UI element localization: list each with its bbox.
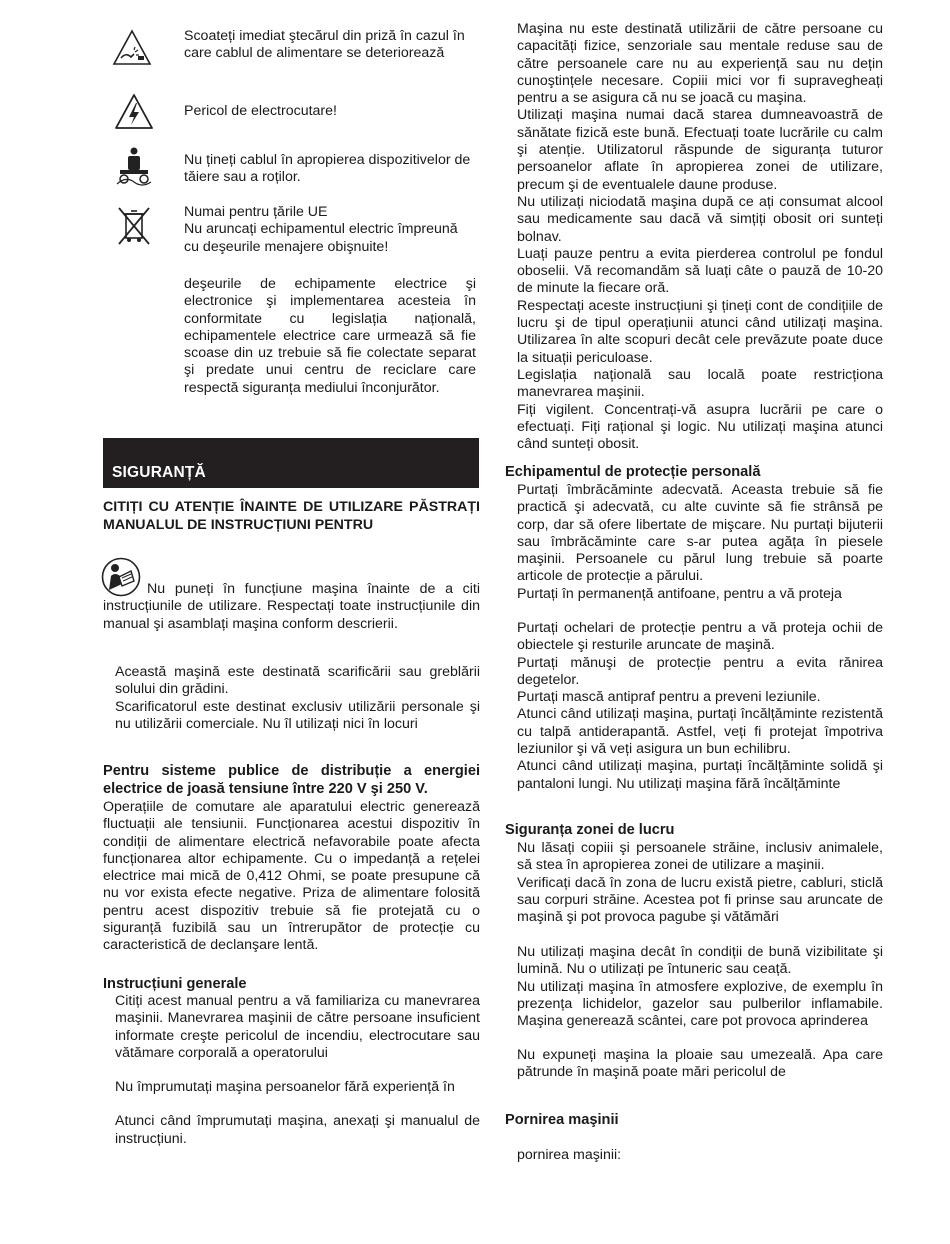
ppe-item: Atunci când utilizați maşina, purtați încălțăminte solidă şi pantaloni lungi. Nu utilizați maşina fără încălțăminte <box>517 758 883 792</box>
section-header-safety <box>103 438 479 488</box>
section-title: SIGURANȚĂ <box>112 464 206 481</box>
usage-rule: Maşina nu este destinată utilizării de către persoane cu capacități fizice, senzoriale sau mentale reduse sau de către persoanele care nu au experiență sau nu dețin cunoştințele necesare. Copiii mici vor fi supravegheați pentru a se asigura că nu se joacă cu maşina. <box>517 21 883 107</box>
startup-heading: Pornirea maşinii <box>505 1112 619 1128</box>
ppe-item: Purtați ochelari de protecție pentru a vă proteja ochii de obiectele şi resturile aruncate de maşină. <box>517 620 883 654</box>
usage-rule: Legislația națională sau locală poate restricționa manevrarea maşinii. <box>517 366 883 401</box>
symbol-text-keep-cable-away: Nu țineți cablul în apropierea dispozitivelor de tăiere sau a roților. <box>184 152 471 186</box>
usage-rule: Luați pauze pentru a evita pierderea controlul pe fondul oboselii. Vă recomandăm să luați câte o pauză de 10-20 de minute la fiecare oră. <box>517 245 883 297</box>
general-item: Atunci când împrumutați maşina, anexați şi manualul de instrucțiuni. <box>115 1113 480 1147</box>
ppe-item: Atunci când utilizați maşina, purtați încălțăminte rezistentă cu talpă antiderapantă. Astfel, veți fi protejat împotriva leziunilor şi vă veți asigura un bun echilibru. <box>517 706 883 758</box>
electric-hazard-icon <box>114 92 154 132</box>
intended-use-item: Scarificatorul este destinat exclusiv utilizării personale şi nu utilizării comerciale. Nu îl utilizați nici în locuri <box>115 698 480 732</box>
workarea-list-1 <box>517 840 883 926</box>
workarea-item: Nu utilizați maşina decât în condiții de bună vizibilitate şi lumină. Nu o utilizați pe întuneric sau ceață. <box>517 944 883 978</box>
general-heading: Instrucțiuni generale <box>103 976 247 992</box>
workarea-list-2 <box>517 944 883 1030</box>
usage-rule: Nu utilizați niciodată maşina după ce ați consumat alcool sau medicamente sau dacă vă simțiți obosit ori sunteți bolnav. <box>517 193 883 245</box>
weee-paragraph: deşeurile de echipamente electrice şi electronice şi implementarea acesteia în conformitate cu legislația națională, echipamentele electrice care urmează să fie scoase din uz trebuie să fie colectate separat şi predate unui centru de reciclare care respectă siguranța mediului înconjurător. <box>184 276 476 396</box>
ppe-item: Purtați mănuşi de protecție pentru a evita rănirea degetelor. <box>517 654 883 688</box>
ppe-heading: Echipamentul de protecție personală <box>505 464 761 480</box>
usage-rule: Respectați aceste instrucțiuni şi țineți cont de condițiile de lucru şi de tipul operațiunii atunci când utilizați maşina. Utilizarea în alte scopuri decât cele prevăzute poate duce la situații periculoase. <box>517 297 883 366</box>
ppe-list-2 <box>517 620 883 793</box>
workarea-list-3 <box>517 1047 883 1082</box>
workarea-item: Nu utilizați maşina în atmosfere explozive, de exemplu în prezența lichidelor, gazelor sau pulberilor inflamabile. Maşina generează scântei, care pot provoca aprinderea <box>517 978 883 1030</box>
caps-notice: CITIȚI CU ATENȚIE ÎNAINTE DE UTILIZARE PĂSTRAȚI MANUALUL DE INSTRUCȚIUNI PENTRU <box>103 499 480 533</box>
symbol-text-weee: Numai pentru țările UE Nu aruncați echipamentul electric împreună cu deşeurile menajere obişnuite! <box>184 204 458 255</box>
workarea-item: Verificați dacă în zona de lucru există pietre, cabluri, sticlă sau corpuri străine. Acestea pot fi prinse sau aruncate de maşină şi pot provoca pagube şi vătămări <box>517 874 883 926</box>
ppe-item: Purtați în permanență antifoane, pentru a vă proteja <box>517 585 842 602</box>
workarea-item: Nu expuneți maşina la ploaie sau umezeală. Apa care pătrunde în maşină poate mări pericolul de <box>517 1047 883 1081</box>
usage-rules-list <box>517 21 883 453</box>
startup-text: pornirea maşinii: <box>517 1147 622 1163</box>
workarea-heading: Siguranța zonei de lucru <box>505 822 675 838</box>
general-item: Citiți acest manual pentru a vă familiariza cu manevrarea maşinii. Manevrarea maşinii de către persoane insuficient informate creşte pericolul de incendiu, electrocutare sau vătămare corporală a operatorului <box>115 993 480 1061</box>
weee-bin-icon <box>114 206 154 246</box>
symbol-text-damaged-cable: Scoateți imediat ştecărul din priză în cazul în care cablul de alimentare se deteriorează <box>184 28 465 62</box>
usage-rule: Fiți vigilent. Concentrați-vă asupra lucrării pe care o efectuați. Fiți rațional şi logic. Nu utilizați maşina atunci când sunteți obosit. <box>517 401 883 453</box>
workarea-item: Nu lăsați copiii şi persoanele străine, inclusiv animalele, să stea în apropierea zonei de utilizare a maşinii. <box>517 840 883 874</box>
ppe-list-1 <box>517 482 883 603</box>
ppe-item: Purtați mască antipraf pentru a preveni leziunile. <box>517 689 821 706</box>
manual-note: Nu puneți în funcțiune maşina înainte de a citi instrucțiunile de utilizare. Respectați toate instrucțiunile din manual şi asamblați maşina conform descrierii. <box>103 581 480 632</box>
ppe-item: Purtați îmbrăcăminte adecvată. Aceasta trebuie să fie practică şi adecvată, cu alte cuvinte să fie strânsă pe corp, dar să ofere libertate de mişcare. Nu purtați bijuterii sau îmbrăcăminte care s-ar putea agăța în piesele maşinii. Persoanele cu părul lung trebuie să poarte articole de protecție a părului. <box>517 482 883 585</box>
intended-use-item: Această maşină este destinată scarificării sau greblării solului din grădini. <box>115 664 480 698</box>
symbol-text-electric-hazard: Pericol de electrocutare! <box>184 103 337 119</box>
intended-use-list <box>115 664 480 733</box>
keep-cable-away-icon <box>114 146 154 186</box>
general-list <box>115 993 480 1148</box>
grid-heading: Pentru sisteme publice de distribuție a energiei electrice de joasă tensiune între 220 V şi 250 V. <box>103 763 480 797</box>
general-item: Nu împrumutați maşina persoanelor fără experiență în <box>115 1079 455 1096</box>
damaged-cable-icon <box>112 28 152 68</box>
usage-rule: Utilizați maşina numai dacă starea dumneavoastră de sănătate fizică este bună. Efectuați toate lucrările cu calm şi atenție. Utilizatorul răspunde de siguranța tuturor persoanelor aflate în apropierea zonei de utilizare, precum şi de eventualele daune produse. <box>517 107 883 193</box>
grid-text: Operațiile de comutare ale aparatului electric generează fluctuații ale tensiunii. Funcționarea acestui dispozitiv în condiții de alimentare electrică nefavorabile poate afecta funcționarea altor echipamente. Cu o impedanță a rețelei electrice mai mică de 0,412 Ohmi, se poate presupune că nu vor exista efecte negative. Priza de alimentare folosită pentru acest dispozitiv trebuie să fie protejată cu o siguranță fuzibilă sau un întrerupător de protecție cu caracteristică de declanşare lentă. <box>103 799 480 954</box>
